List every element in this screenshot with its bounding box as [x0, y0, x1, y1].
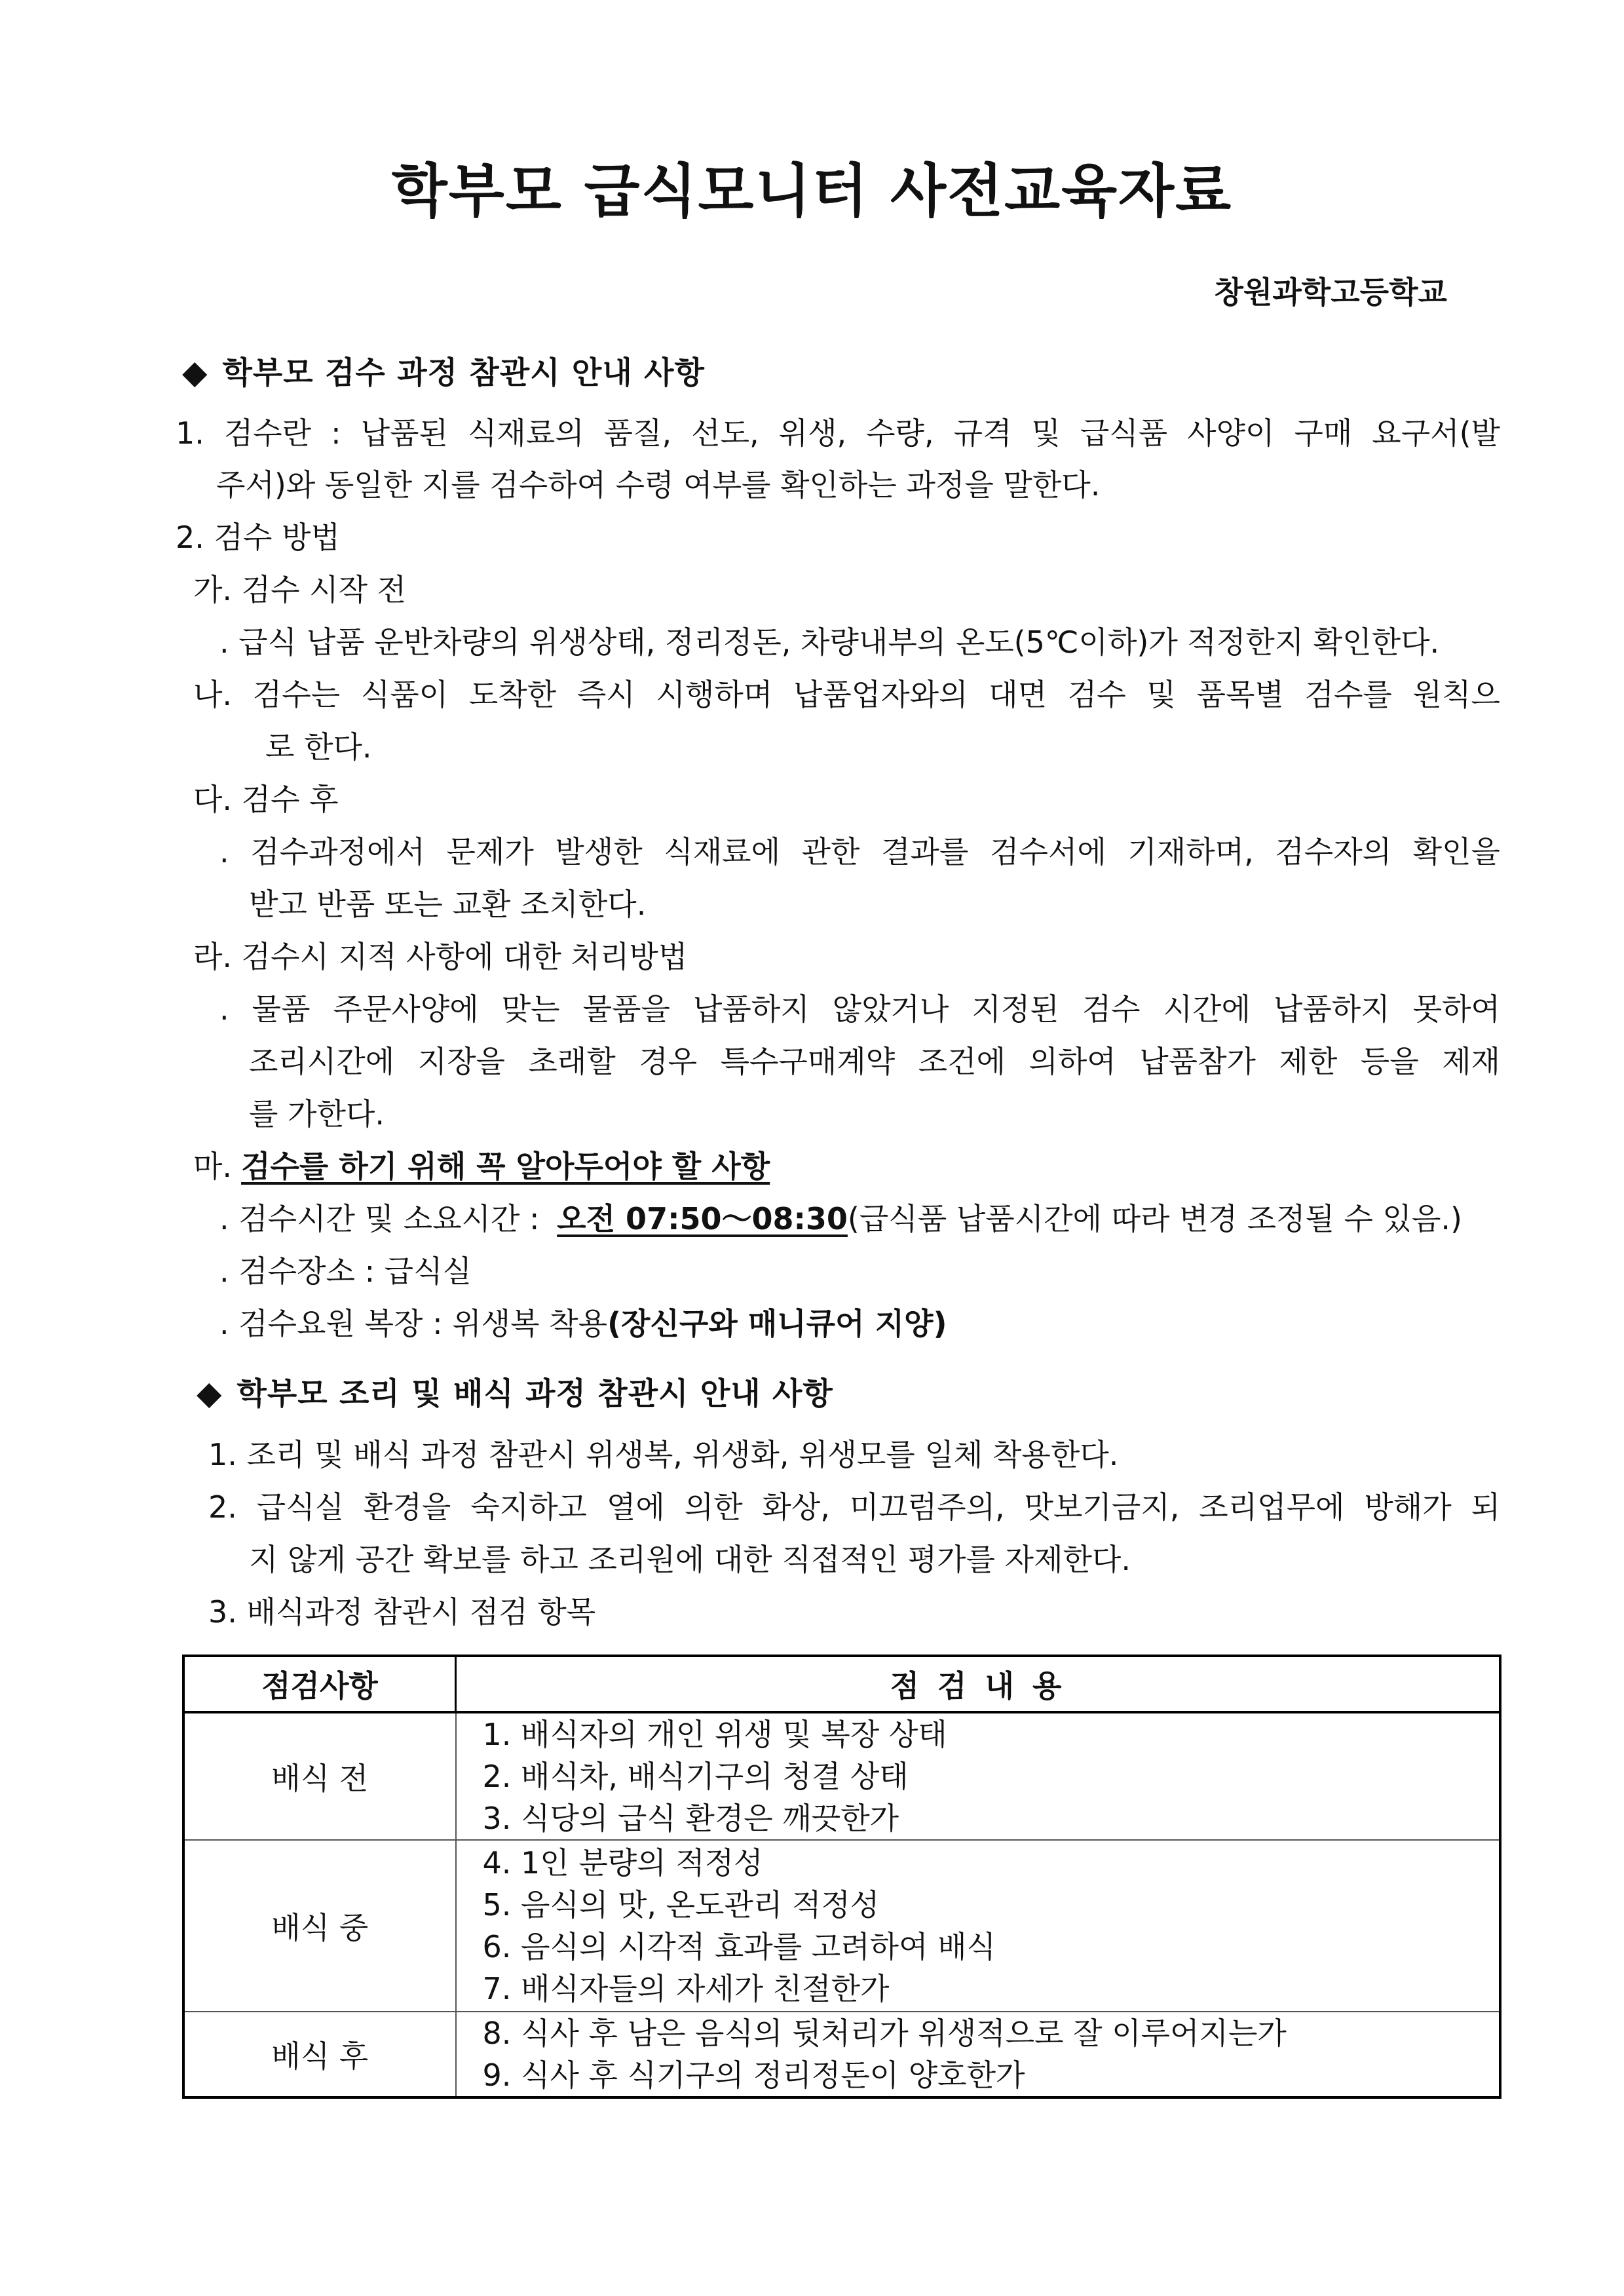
ga-label: 가. 검수 시작 전 — [193, 572, 407, 607]
check-item: 3. 식당의 급식 환경은 깨끗한가 — [482, 1801, 899, 1836]
ma-heading — [193, 1143, 770, 1186]
table-row — [183, 1840, 1500, 2012]
ma-attire-bold: (장신구와 매니큐어 지양) — [607, 1306, 947, 1341]
s2-item2-line1: 2. 급식실 환경을 숙지하고 열에 의한 화상, 미끄럼주의, 맛보기금지, 조리업무에 방해가 되 — [208, 1489, 1500, 1525]
ma-place: . 검수장소 : 급식실 — [219, 1253, 472, 1289]
section2-heading-text: 학부모 조리 및 배식 과정 참관시 안내 사항 — [236, 1376, 833, 1412]
row-items — [456, 1840, 1501, 2012]
row-category: 배식 중 — [183, 1840, 456, 2012]
ra-line3: 를 가한다. — [249, 1096, 385, 1132]
check-item: 4. 1인 분량의 적정성 — [482, 1845, 763, 1881]
check-item: 8. 식사 후 남은 음식의 뒷처리가 위생적으로 잘 이루어지는가 — [482, 2016, 1287, 2051]
table-header-row — [183, 1656, 1500, 1712]
section2-heading — [197, 1369, 833, 1413]
check-item: 9. 식사 후 식기구의 정리정돈이 양호한가 — [482, 2057, 1025, 2093]
check-item: 2. 배식차, 배식기구의 청결 상태 — [482, 1759, 909, 1794]
col-header-category: 점검사항 — [183, 1656, 456, 1712]
table-row — [183, 2012, 1500, 2097]
ma-attire-line — [219, 1300, 947, 1343]
school-name: 창원과학고등학교 — [1214, 275, 1447, 310]
section1-heading-text: 학부모 검수 과정 참관시 안내 사항 — [222, 355, 705, 391]
item1-line2: 주서)와 동일한 지를 검수하여 수령 여부를 확인하는 과정을 말한다. — [216, 467, 1101, 503]
na-line2: 로 한다. — [265, 729, 372, 765]
col-header-content: 점 검 내 용 — [456, 1656, 1501, 1712]
s2-item1: 1. 조리 및 배식 과정 참관시 위생복, 위생화, 위생모를 일체 착용한다. — [208, 1437, 1119, 1472]
table-row — [183, 1712, 1500, 1840]
check-item: 1. 배식자의 개인 위생 및 복장 상태 — [482, 1717, 947, 1752]
s2-item2-line2: 지 않게 공간 확보를 하고 조리원에 대한 직접적인 평가를 자제한다. — [249, 1542, 1131, 1577]
row-category: 배식 전 — [183, 1712, 456, 1840]
da-label: 다. 검수 후 — [193, 782, 339, 817]
ma-time-value: 오전 07:50～08:30 — [557, 1201, 848, 1236]
ga-body: . 급식 납품 운반차량의 위생상태, 정리정돈, 차량내부의 온도(5℃이하)가 적정한지 확인한다. — [219, 624, 1440, 660]
row-items — [456, 2012, 1501, 2097]
ma-time-prefix: . 검수시간 및 소요시간 : — [219, 1201, 540, 1236]
row-items — [456, 1712, 1501, 1840]
ma-time-suffix: (급식품 납품시간에 따라 변경 조정될 수 있음.) — [847, 1201, 1463, 1236]
ma-title: 검수를 하기 위해 꼭 알아두어야 할 사항 — [241, 1149, 770, 1184]
check-item: 6. 음식의 시각적 효과를 고려하여 배식 — [482, 1929, 996, 1964]
ra-line1: . 물품 주문사양에 맞는 물품을 납품하지 않았거나 지정된 검수 시간에 납품하지 못하여 — [219, 991, 1500, 1027]
s2-item3: 3. 배식과정 참관시 점검 항목 — [208, 1594, 596, 1630]
ra-line2: 조리시간에 지장을 초래할 경우 특수구매계약 조건에 의하여 납품참가 제한 등을 제재 — [249, 1044, 1500, 1079]
inspection-table — [182, 1655, 1501, 2099]
page-title: 학부모 급식모니터 사전교육자료 — [391, 157, 1233, 225]
da-line1: . 검수과정에서 문제가 발생한 식재료에 관한 결과를 검수서에 기재하며, 검수자의 확인을 — [219, 834, 1500, 870]
check-item: 7. 배식자들의 자세가 친절한가 — [482, 1971, 890, 2006]
item2: 2. 검수 방법 — [176, 520, 340, 555]
check-item: 5. 음식의 맛, 온도관리 적정성 — [482, 1887, 880, 1923]
da-line2: 받고 반품 또는 교환 조치한다. — [249, 887, 647, 922]
diamond-bullet-icon: ◆ — [182, 353, 208, 391]
na-line1: 나. 검수는 식품이 도착한 즉시 시행하며 납품업자와의 대면 검수 및 품목별 검수를 원칙으 — [193, 677, 1500, 712]
ra-label: 라. 검수시 지적 사항에 대한 처리방법 — [193, 939, 688, 974]
ma-prefix: 마. — [193, 1149, 233, 1184]
section1-heading — [182, 349, 705, 392]
diamond-bullet-icon: ◆ — [197, 1374, 223, 1412]
row-category: 배식 후 — [183, 2012, 456, 2097]
ma-attire-prefix: . 검수요원 복장 : 위생복 착용 — [219, 1306, 608, 1341]
ma-time-line — [219, 1195, 1462, 1238]
item1-line1: 1. 검수란 : 납품된 식재료의 품질, 선도, 위생, 수량, 규격 및 급식품 사양이 구매 요구서(발 — [176, 415, 1500, 451]
